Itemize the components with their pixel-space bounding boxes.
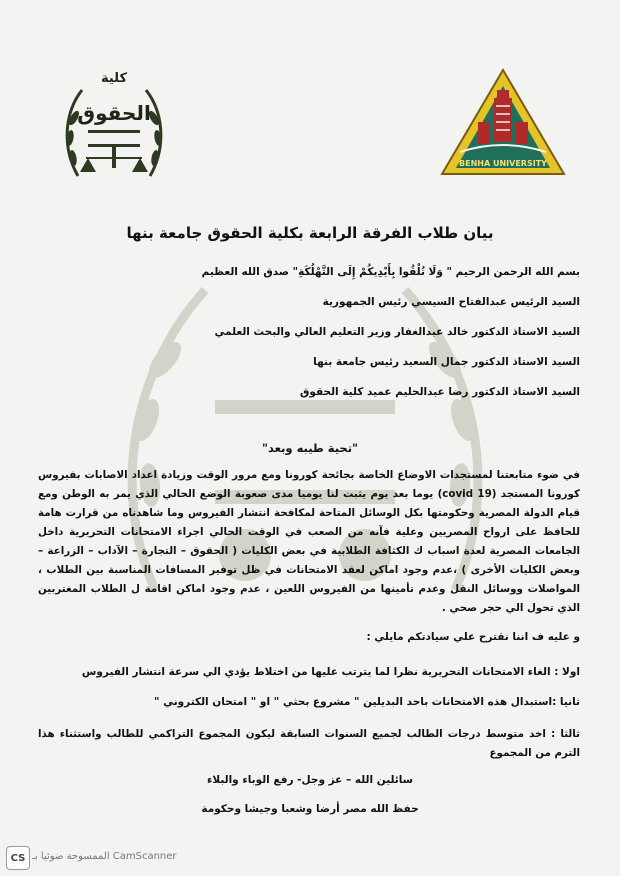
camscanner-footer-text: الممسوحة ضوئيا بـ CamScanner	[32, 851, 177, 862]
svg-text:كلية: كلية	[100, 71, 128, 86]
addressee-dean: السيد الاستاذ الدكتور رضا عبدالحليم عميد كلية الحقوق	[300, 386, 580, 398]
body-paragraph: في ضوء متابعتنا لمستجدات الاوضاع الخاصة بجائحة كورونا ومع مرور الوقت وزيادة اعداد الاصابات بفيروس كورونا المستجد (covid 19) يوما بعد يوم يثبت لنا يوميا مدى صعوبة الوضع الحالي الذي يمر به الوطن ومع قيام الدولة المصرية وحكومتها بكل الوسائل المتاحة لمكافحة انتشار الفيروس وما شاهدناه من قرارت هامة للحافظ على ارواح المصريين وعلية فآنه من الصعب في الوقت الحالي اجراء الامتحانات التحريرية داخل الجامعات المصرية لعدة اسباب ك الكثافة الطلابية في بعض الكليات ( الحقوق – التجارة – الآداب – الزراعة – وبعض الكليات الأخرى ) ،عدم وجود اماكن لعقد الامتحانات في ظل توفير المسافات المناسبة بين الطلاب ، المواصلات ووسائل النقل وعدم تأمينها من الفيروس اللعين ، عدم وجود اماكن اقامة ل الطلاب المغتربين الذي تحول الي حجر صحي .	[38, 469, 580, 614]
proposal-item-2: ثانيا :استبدال هذه الامتحانات باحد البديلين " مشروع بحثي " او " امتحان الكتروني "	[153, 696, 580, 708]
addressee-minister: السيد الاستاذ الدكتور خالد عبدالغفار وزير التعليم العالي والبحث العلمي	[214, 326, 580, 338]
document-title: بيان طلاب الفرقة الرابعة بكلية الحقوق جامعة بنها	[126, 224, 494, 242]
proposal-intro: و عليه ف اننا نقترح علي سيادتكم مايلي :	[366, 631, 580, 643]
addressee-university-president: السيد الاستاذ الدكتور جمال السعيد رئيس جامعة بنها	[313, 356, 580, 368]
camscanner-logo-icon: CS	[6, 846, 30, 870]
greeting: "تحية طيبه وبعد"	[261, 441, 359, 455]
basmala-line: بسم الله الرحمن الرحيم " وَلَا تُلْقُوا بِأَيْدِيكُمْ إِلَى التَّهْلُكَةِ" صدق الله العظيم	[201, 266, 580, 278]
closing-wish: حفظ الله مصر أرضا وشعبا وجيشا وحكومة	[201, 803, 419, 815]
right-logo-caption: BENHA UNIVERSITY	[459, 159, 547, 168]
svg-text:الحقوق: الحقوق	[77, 101, 151, 125]
proposal-item-1: اولا : الغاء الامتحانات التحريرية نظرا لما يترتب عليها من اختلاط يؤدي الي سرعة انتشار الفيروس	[81, 666, 580, 678]
benha-university-logo-icon	[438, 68, 568, 180]
faculty-of-law-logo-icon	[58, 58, 170, 186]
addressee-president: السيد الرئيس عبدالفتاح السيسي رئيس الجمهورية	[322, 296, 580, 308]
closing-prayer: سائلين الله – عز وجل- رفع الوباء والبلاء	[207, 774, 413, 786]
proposal-item-3: ثالثا : اخد متوسط درجات الطالب لجميع السنوات السابقة ليكون المجموع التراكمي للطالب واستثناء هذا الترم من المجموع	[38, 728, 580, 759]
